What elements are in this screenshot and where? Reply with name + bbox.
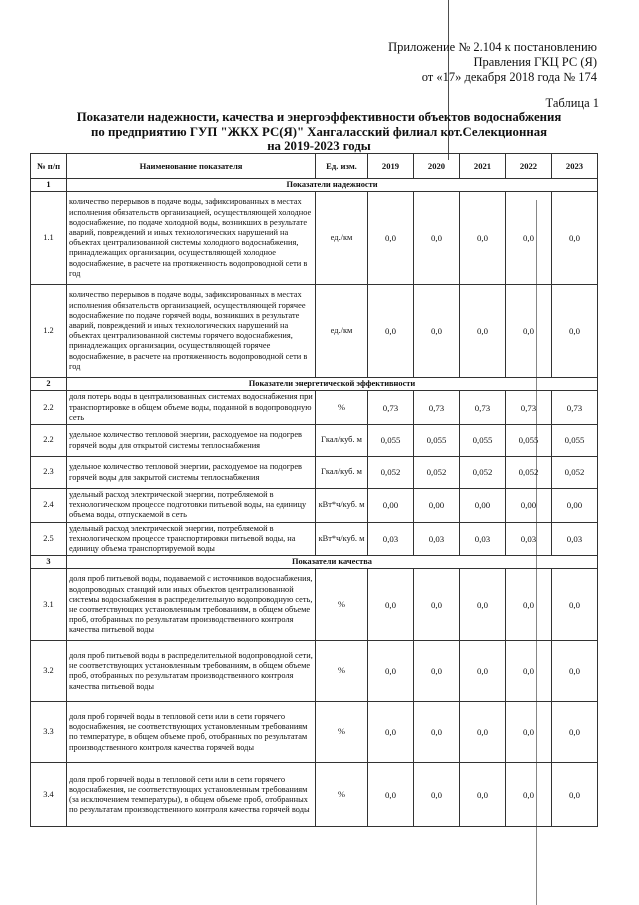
value-cell: 0,0 [414,192,460,285]
unit-cell: кВт*ч/куб. м [316,522,368,556]
section-title: Показатели качества [67,556,598,569]
unit-cell: кВт*ч/куб. м [316,489,368,523]
value-cell: 0,03 [368,522,414,556]
column-header-2022: 2022 [506,154,552,179]
indicator-name: количество перерывов в подаче воды, зафиксированных в местах исполнения обязательств организацией, осуществляющей холодное водоснабжение, по подаче холодной воды, возникших в результате аварий, повреждений и иных технологических нарушений на объектах централизованной системы холодного водоснабжения, принадлежащих организации, осуществляющей холодное водоснабжение, в расчете на протяженность водопроводной сети в год [67,192,316,285]
unit-cell: ед./км [316,285,368,378]
indicator-name: удельное количество тепловой энергии, расходуемое на подогрев горячей воды для открытой системы теплоснабжения [67,425,316,457]
value-cell: 0,0 [460,285,506,378]
value-cell: 0,052 [552,457,598,489]
value-cell: 0,00 [460,489,506,523]
indicator-name: доля проб питьевой воды, подаваемой с источников водоснабжения, водопроводных станций или иных объектов централизованной системы водоснабжения в распределительную водопроводную сеть, не соответствующих установленным требованиям, в общем объеме проб, отобранных по результатам производственного контроля качества питьевой воды [67,569,316,641]
title-line: Показатели надежности, качества и энергоэффективности объектов водоснабжения [76,110,562,124]
value-cell: 0,0 [460,763,506,827]
unit-cell: ед./км [316,192,368,285]
document-header [297,40,597,85]
row-number: 2.2 [31,425,67,457]
value-cell: 0,0 [552,569,598,641]
table-row [31,702,598,763]
table-row [31,569,598,641]
unit-cell: % [316,391,368,425]
value-cell: 0,0 [368,763,414,827]
row-number: 3.3 [31,702,67,763]
indicator-name: удельный расход электрической энергии, потребляемой в технологическом процессе подготовки питьевой воды, на единицу объема воды, отпускаемой в сеть [67,489,316,523]
table-row [31,457,598,489]
table-row [31,192,598,285]
column-header-2020: 2020 [414,154,460,179]
indicators-table [30,153,598,827]
value-cell: 0,0 [368,569,414,641]
indicator-name: доля проб горячей воды в тепловой сети или в сети горячего водоснабжения, не соответствующих установленным требованиям (за исключением температуры), в общем объеме проб, отобранных по результатам производственного контроля качества горячей воды [67,763,316,827]
indicator-name: доля проб питьевой воды в распределительной водопроводной сети, не соответствующих установленным требованиям, в общем объеме проб, отобранных по результатам производственного контроля качества питьевой воды [67,641,316,702]
row-number: 1.2 [31,285,67,378]
section-number: 2 [31,378,67,391]
row-number: 2.5 [31,522,67,556]
value-cell: 0,0 [552,192,598,285]
header-line: от «17» декабря 2018 года № 174 [421,70,597,84]
value-cell: 0,00 [414,489,460,523]
value-cell: 0,055 [506,425,552,457]
value-cell: 0,0 [368,285,414,378]
section-row [31,179,598,192]
table-row [31,522,598,556]
column-header-2021: 2021 [460,154,506,179]
column-header-unit: Ед. изм. [316,154,368,179]
unit-cell: Гкал/куб. м [316,425,368,457]
table-row [31,425,598,457]
unit-cell: % [316,763,368,827]
unit-cell: % [316,702,368,763]
indicator-name: удельное количество тепловой энергии, расходуемое на подогрев горячей воды для закрытой системы теплоснабжения [67,457,316,489]
column-header-name: Наименование показателя [67,154,316,179]
unit-cell: Гкал/куб. м [316,457,368,489]
indicator-name: удельный расход электрической энергии, потребляемой в технологическом процессе транспортировки питьевой воды, на единицу объема транспортируемой воды [67,522,316,556]
unit-cell: % [316,641,368,702]
value-cell: 0,00 [552,489,598,523]
value-cell: 0,0 [368,641,414,702]
row-number: 3.1 [31,569,67,641]
header-line: Приложение № 2.104 к постановлению [388,40,597,54]
table-row [31,391,598,425]
value-cell: 0,73 [552,391,598,425]
value-cell: 0,03 [506,522,552,556]
title-line: по предприятию ГУП "ЖКХ РС(Я)" Хангаласский филиал кот.Селекционная [90,124,548,139]
row-number: 3.4 [31,763,67,827]
section-title: Показатели энергетической эффективности [67,378,598,391]
column-header-2023: 2023 [552,154,598,179]
value-cell: 0,00 [368,489,414,523]
value-cell: 0,0 [506,192,552,285]
value-cell: 0,0 [506,702,552,763]
value-cell: 0,0 [506,641,552,702]
value-cell: 0,73 [414,391,460,425]
value-cell: 0,03 [414,522,460,556]
table-header-row [31,154,598,179]
table-row [31,763,598,827]
value-cell: 0,0 [414,641,460,702]
value-cell: 0,0 [414,285,460,378]
table-row [31,285,598,378]
value-cell: 0,052 [414,457,460,489]
value-cell: 0,055 [460,425,506,457]
value-cell: 0,0 [368,702,414,763]
row-number: 2.4 [31,489,67,523]
value-cell: 0,0 [460,702,506,763]
value-cell: 0,73 [506,391,552,425]
indicator-name: доля проб горячей воды в тепловой сети или в сети горячего водоснабжения, не соответствующих установленным требованиям по температуре, в общем объеме проб, отобранных по результатам производственного контроля качества горячей воды [67,702,316,763]
value-cell: 0,0 [460,569,506,641]
row-number: 2.2 [31,391,67,425]
value-cell: 0,0 [506,763,552,827]
value-cell: 0,73 [460,391,506,425]
value-cell: 0,055 [414,425,460,457]
value-cell: 0,052 [506,457,552,489]
document-title [34,110,604,154]
value-cell: 0,0 [414,569,460,641]
table-row [31,641,598,702]
value-cell: 0,052 [368,457,414,489]
value-cell: 0,0 [506,569,552,641]
table-row [31,489,598,523]
value-cell: 0,73 [368,391,414,425]
value-cell: 0,055 [552,425,598,457]
value-cell: 0,055 [368,425,414,457]
value-cell: 0,0 [460,641,506,702]
column-header-no: № п/п [31,154,67,179]
value-cell: 0,0 [552,641,598,702]
section-title: Показатели надежности [67,179,598,192]
title-line: на 2019-2023 годы [267,139,371,153]
value-cell: 0,052 [460,457,506,489]
indicator-name: доля потерь воды в централизованных системах водоснабжения при транспортировке в общем объеме воды, поданной в водопроводную сеть [67,391,316,425]
row-number: 2.3 [31,457,67,489]
row-number: 3.2 [31,641,67,702]
value-cell: 0,0 [552,702,598,763]
section-number: 1 [31,179,67,192]
value-cell: 0,0 [552,763,598,827]
section-row [31,378,598,391]
value-cell: 0,0 [414,702,460,763]
value-cell: 0,03 [552,522,598,556]
value-cell: 0,0 [552,285,598,378]
value-cell: 0,0 [368,192,414,285]
value-cell: 0,0 [506,285,552,378]
unit-cell: % [316,569,368,641]
table-body [31,179,598,827]
value-cell: 0,03 [460,522,506,556]
row-number: 1.1 [31,192,67,285]
column-header-2019: 2019 [368,154,414,179]
section-number: 3 [31,556,67,569]
value-cell: 0,0 [414,763,460,827]
section-row [31,556,598,569]
value-cell: 0,00 [506,489,552,523]
value-cell: 0,0 [460,192,506,285]
header-line: Правления ГКЦ РС (Я) [473,55,597,69]
indicator-name: количество перерывов в подаче воды, зафиксированных в местах исполнения обязательств организацией, осуществляющей горячее водоснабжение по подаче горячей воды, возникших в результате аварий, повреждений и иных технологических нарушений на объектах централизованной системы горячего водоснабжения, принадлежащих организации, осуществляющей горячее водоснабжение, в расчете на протяженность водопроводной сети в год [67,285,316,378]
table-label: Таблица 1 [545,96,599,110]
